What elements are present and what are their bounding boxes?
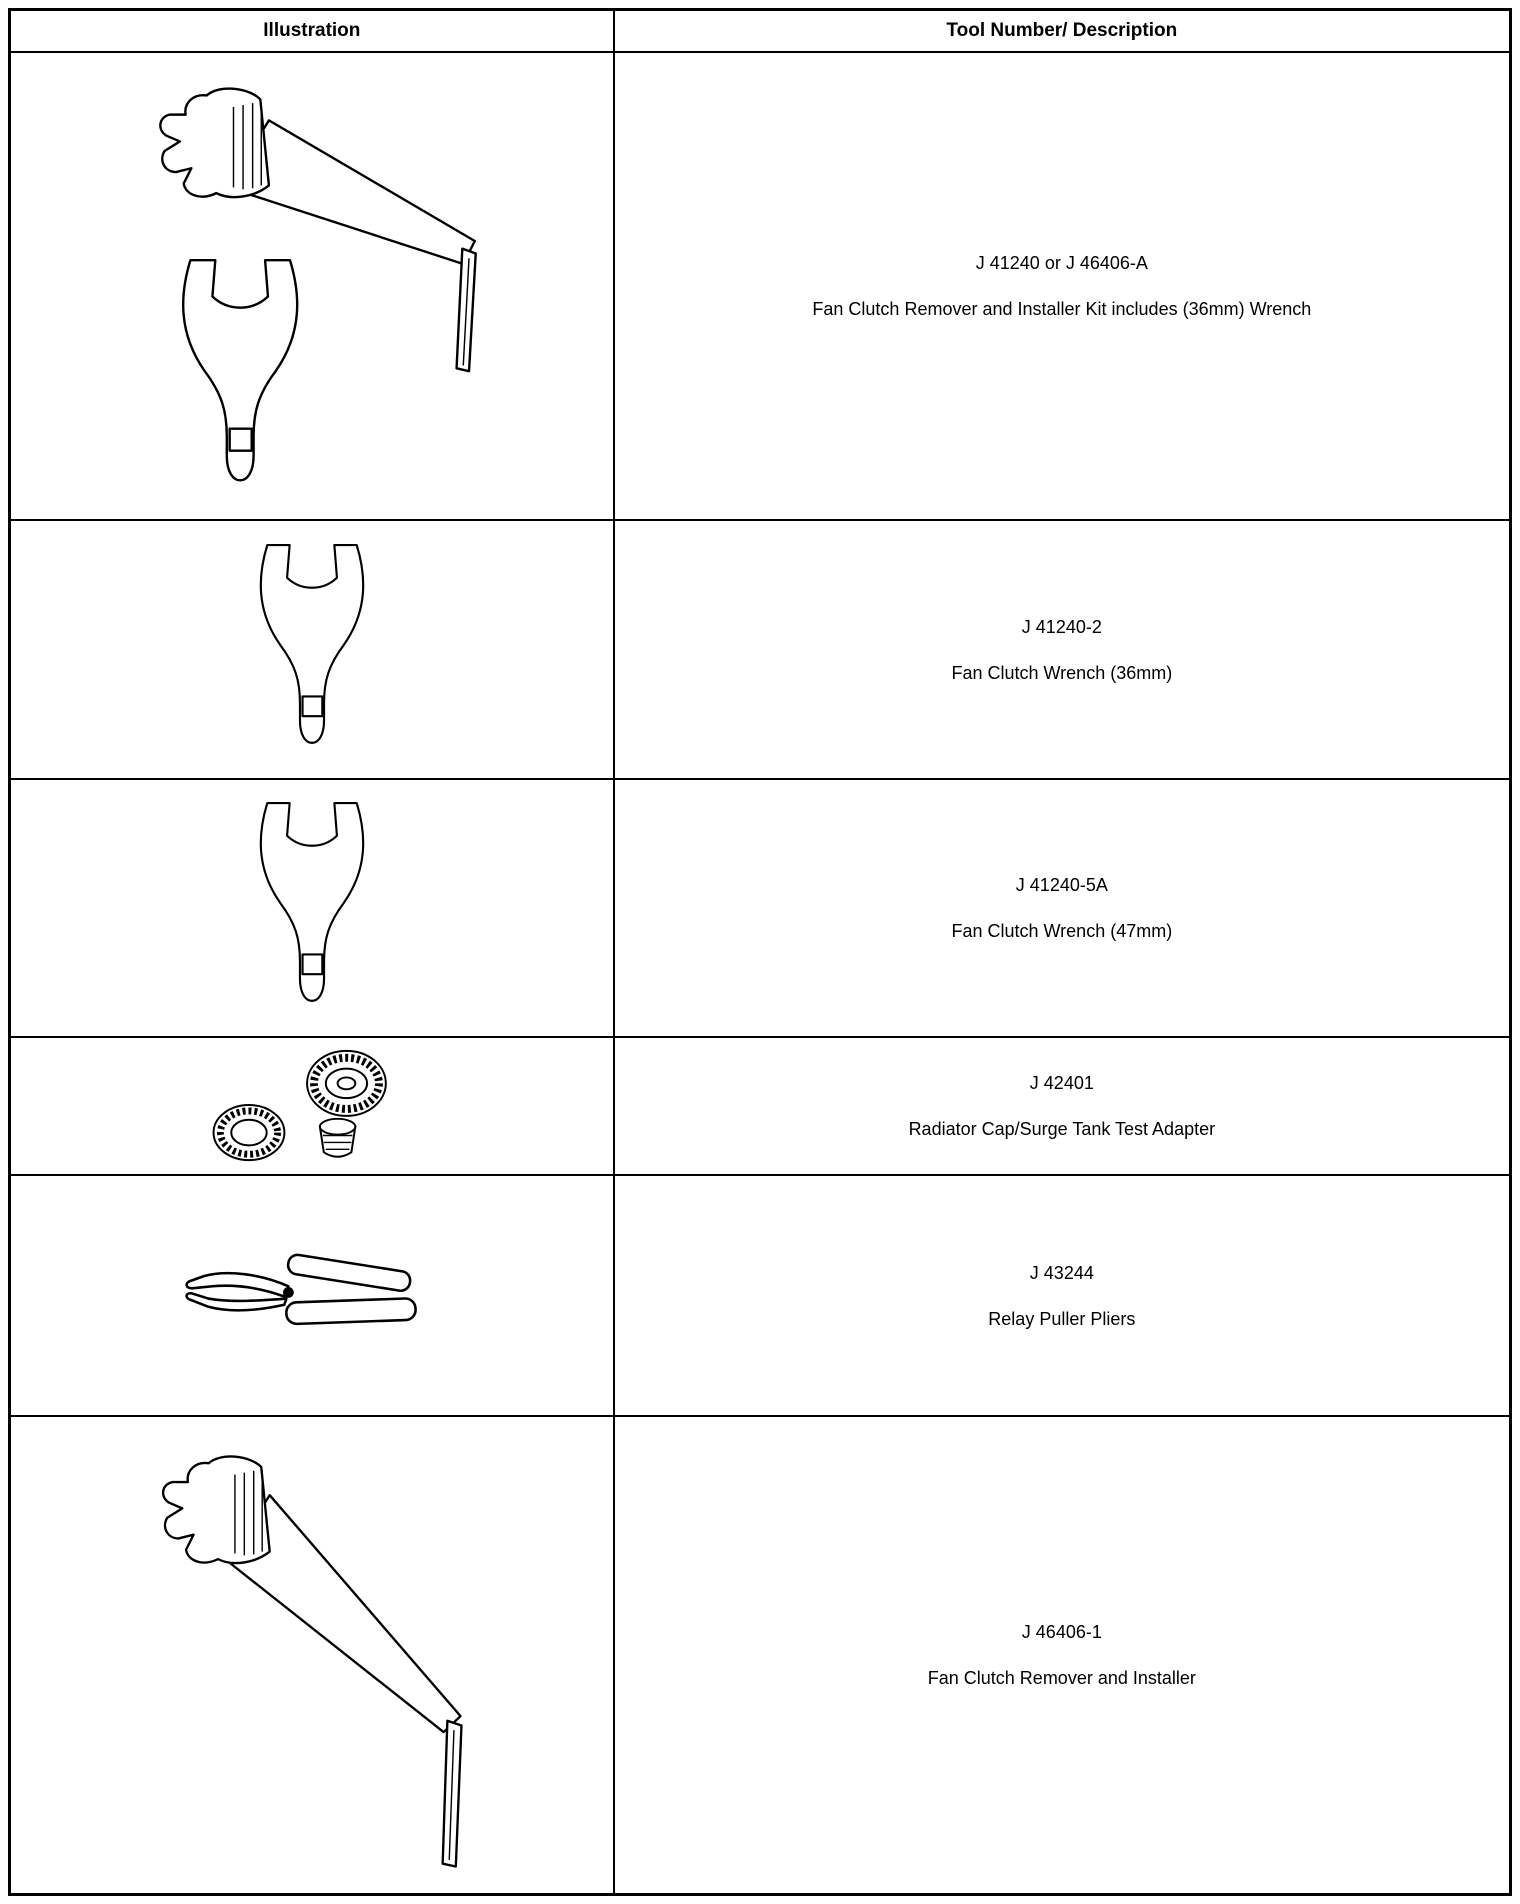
table-header-row <box>11 11 1509 51</box>
fan-clutch-remover-drawing <box>77 1429 547 1881</box>
fan-clutch-wrench-47mm-drawing <box>226 796 398 1020</box>
illustration-column-header: Illustration <box>11 11 615 51</box>
fan-clutch-remover-kit-drawing <box>72 61 552 511</box>
tool-number: J 46406-1 <box>1021 1622 1102 1642</box>
tool-description: Fan Clutch Wrench (36mm) <box>951 662 1173 683</box>
description-column-header: Tool Number/ Description <box>946 20 1178 41</box>
fan-clutch-wrench-36mm-illustration <box>11 521 615 778</box>
table-row <box>11 51 1509 519</box>
tool-number: J 43244 <box>1029 1262 1094 1283</box>
tool-description: Radiator Cap/Surge Tank Test Adapter <box>908 1119 1216 1139</box>
tool-number: J 41240-2 <box>1021 616 1102 637</box>
table-row <box>11 1174 1509 1415</box>
special-tools-table <box>8 8 1512 1896</box>
tool-number: J 41240-5A <box>1015 875 1108 895</box>
tool-description-cell <box>615 521 1509 778</box>
tool-description: Fan Clutch Remover and Installer Kit includes (36mm) Wrench <box>812 299 1312 319</box>
fan-clutch-wrench-47mm-illustration <box>11 780 615 1036</box>
table-row <box>11 778 1509 1036</box>
tool-number: J 42401 <box>1029 1073 1094 1093</box>
tool-description-cell <box>615 1176 1509 1415</box>
fan-clutch-wrench-36mm-drawing <box>226 538 398 762</box>
tool-description-cell <box>615 780 1509 1036</box>
relay-puller-pliers-illustration <box>11 1176 615 1415</box>
radiator-cap-surge-tank-test-adapter-illustration <box>11 1038 615 1174</box>
table-row <box>11 1036 1509 1174</box>
tool-description-cell <box>615 1417 1509 1893</box>
tool-description: Fan Clutch Wrench (47mm) <box>951 921 1173 941</box>
tool-description-cell <box>615 53 1509 519</box>
relay-puller-pliers-drawing <box>172 1237 452 1355</box>
tool-number: J 41240 or J 46406-A <box>975 253 1148 273</box>
tool-description-cell <box>615 1038 1509 1174</box>
fan-clutch-remover-and-installer-kit-illustration <box>11 53 615 519</box>
tool-description: Relay Puller Pliers <box>988 1308 1136 1329</box>
table-row <box>11 519 1509 778</box>
table-row <box>11 1415 1509 1893</box>
radiator-cap-test-adapter-drawing <box>162 1042 462 1170</box>
tool-description: Fan Clutch Remover and Installer <box>927 1668 1196 1688</box>
fan-clutch-remover-and-installer-illustration <box>11 1417 615 1893</box>
